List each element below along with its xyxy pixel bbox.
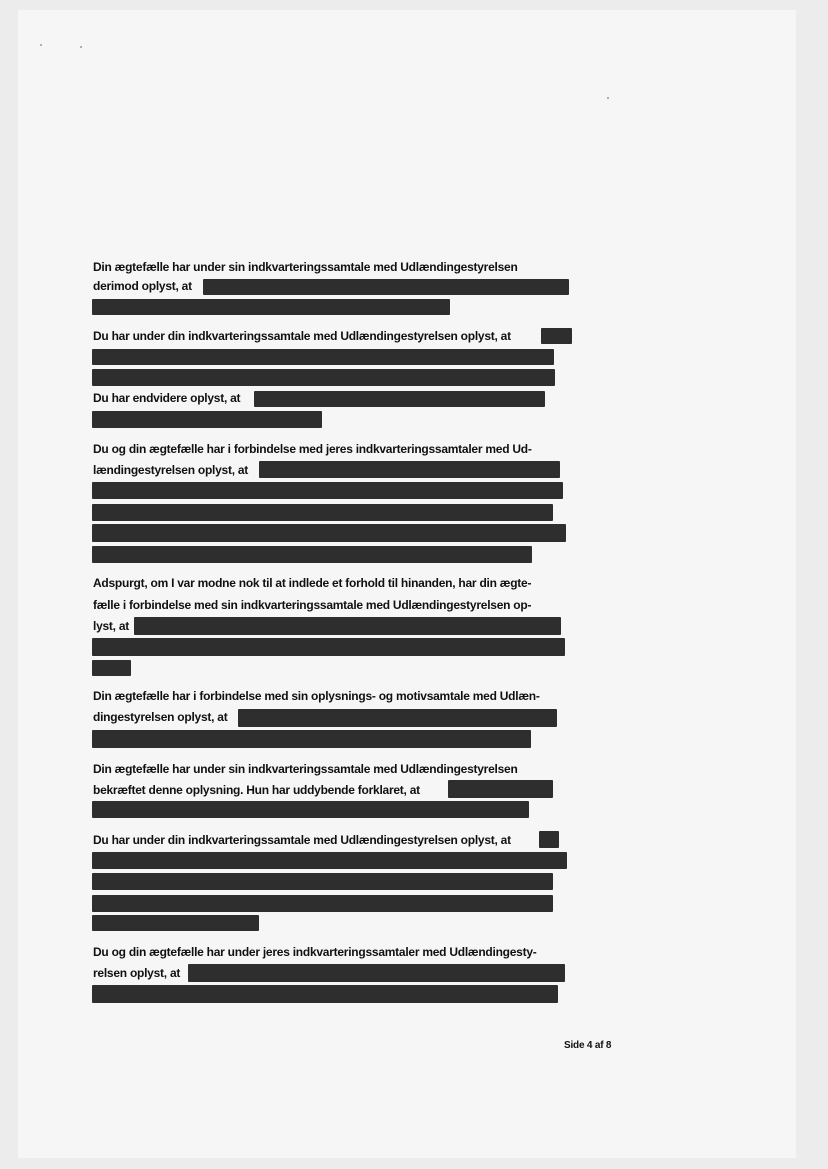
scan-speck xyxy=(607,97,609,99)
paragraph-5-line-1: Adspurgt, om I var modne nok til at indlede et forhold til hinanden, har din ægte- xyxy=(93,576,532,590)
paragraph-1-line-1: Din ægtefælle har under sin indkvarteringssamtale med Udlændingestyrelsen xyxy=(93,260,518,274)
scan-speck xyxy=(40,44,42,46)
paragraph-4-line-1: Du og din ægtefælle har i forbindelse med jeres indkvarteringssamtaler med Ud- xyxy=(93,442,532,456)
redaction-block xyxy=(541,328,572,344)
redaction-block xyxy=(92,411,322,428)
redaction-block xyxy=(238,709,557,727)
redaction-block xyxy=(92,504,553,521)
redaction-block xyxy=(92,369,555,386)
redaction-block xyxy=(92,299,450,315)
redaction-block xyxy=(92,801,529,818)
paragraph-4-line-2: lændingestyrelsen oplyst, at xyxy=(93,463,249,477)
redaction-block xyxy=(92,730,531,748)
redaction-block xyxy=(92,349,554,365)
paragraph-9-line-2: relsen oplyst, at xyxy=(93,966,181,980)
redaction-block xyxy=(92,895,553,912)
redaction-block xyxy=(92,852,567,869)
redaction-block xyxy=(188,964,565,982)
paragraph-3-line-1: Du har endvidere oplyst, at xyxy=(93,391,241,405)
paragraph-9-line-1: Du og din ægtefælle har under jeres indkvarteringssamtaler med Udlændingesty- xyxy=(93,945,537,959)
page-number: Side 4 af 8 xyxy=(564,1040,612,1051)
redaction-block xyxy=(539,831,559,848)
paragraph-1-line-2: derimod oplyst, at xyxy=(93,279,192,293)
redaction-block xyxy=(92,524,566,542)
redaction-block xyxy=(92,873,553,890)
redaction-block xyxy=(259,461,560,478)
redaction-block xyxy=(203,279,569,295)
redaction-block xyxy=(92,638,565,656)
paragraph-2-line-1: Du har under din indkvarteringssamtale med Udlændingestyrelsen oplyst, at xyxy=(93,329,511,343)
paragraph-6-line-2: dingestyrelsen oplyst, at xyxy=(93,710,228,724)
paragraph-7-line-2: bekræftet denne oplysning. Hun har uddybende forklaret, at xyxy=(93,783,420,797)
redaction-block xyxy=(92,915,259,931)
redaction-block xyxy=(92,985,558,1003)
redaction-block xyxy=(254,391,545,407)
document-page xyxy=(18,10,796,1158)
redaction-block xyxy=(92,482,563,499)
paragraph-7-line-1: Din ægtefælle har under sin indkvarteringssamtale med Udlændingestyrelsen xyxy=(93,762,518,776)
paragraph-8-line-1: Du har under din indkvarteringssamtale med Udlændingestyrelsen oplyst, at xyxy=(93,833,511,847)
redaction-block xyxy=(134,617,561,635)
paragraph-5-line-3: lyst, at xyxy=(93,619,130,633)
redaction-block xyxy=(448,780,553,798)
scan-speck xyxy=(80,46,82,48)
redaction-block xyxy=(92,660,131,676)
redaction-block xyxy=(92,546,532,563)
paragraph-6-line-1: Din ægtefælle har i forbindelse med sin oplysnings- og motivsamtale med Udlæn- xyxy=(93,689,540,703)
paragraph-5-line-2: fælle i forbindelse med sin indkvarteringssamtale med Udlændingestyrelsen op- xyxy=(93,598,532,612)
